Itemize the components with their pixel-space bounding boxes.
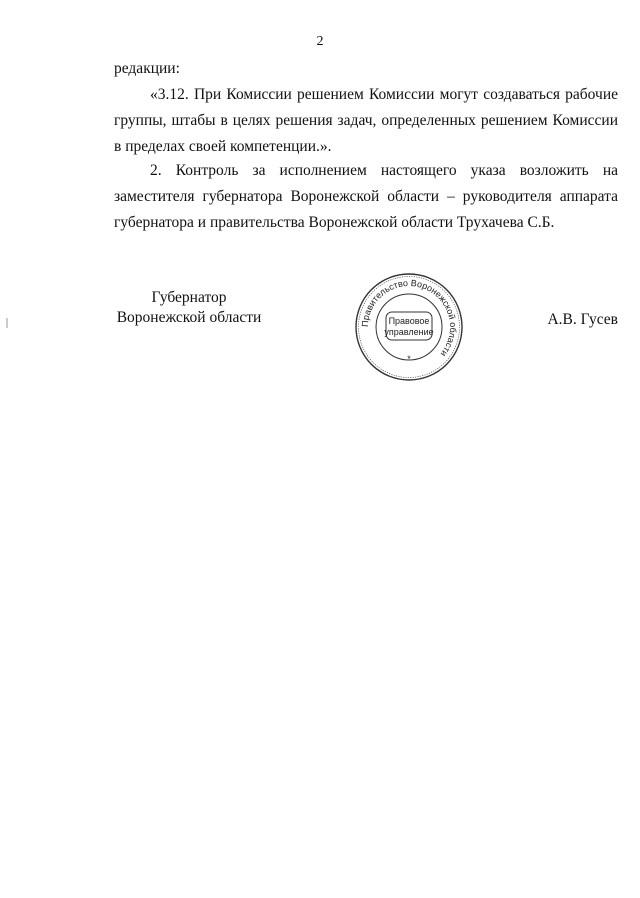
paragraph-item-2: 2. Контроль за исполнением настоящего указа возложить на заместителя губернатора Воронежской области – руководителя аппарата губернатора и правительства Воронежской области Трухачева С.Б. bbox=[114, 162, 618, 231]
paragraph-intro: редакции: bbox=[114, 60, 180, 77]
margin-mark bbox=[6, 318, 8, 328]
seal-inner-line1: Правовое bbox=[388, 316, 430, 326]
paragraph-quote: «3.12. При Комиссии решением Комиссии могут создаваться рабочие группы, штабы в целях решения задач, определенных решением Комиссии в пределах своей компетенции.». bbox=[114, 86, 618, 155]
seal-inner-line2: управление bbox=[384, 327, 434, 337]
official-seal bbox=[354, 272, 464, 382]
signature-name: А.В. Гусев bbox=[547, 311, 618, 328]
signature-title-line1: Губернатор bbox=[151, 289, 227, 306]
signature-title-line2: Воронежской области bbox=[116, 309, 262, 326]
page-number: 2 bbox=[316, 34, 324, 49]
seal-graphic bbox=[354, 272, 464, 382]
seal-star: * bbox=[407, 354, 411, 364]
seal-ring-text: Правительство Воронежской области bbox=[359, 277, 459, 359]
signature-title bbox=[114, 288, 264, 328]
